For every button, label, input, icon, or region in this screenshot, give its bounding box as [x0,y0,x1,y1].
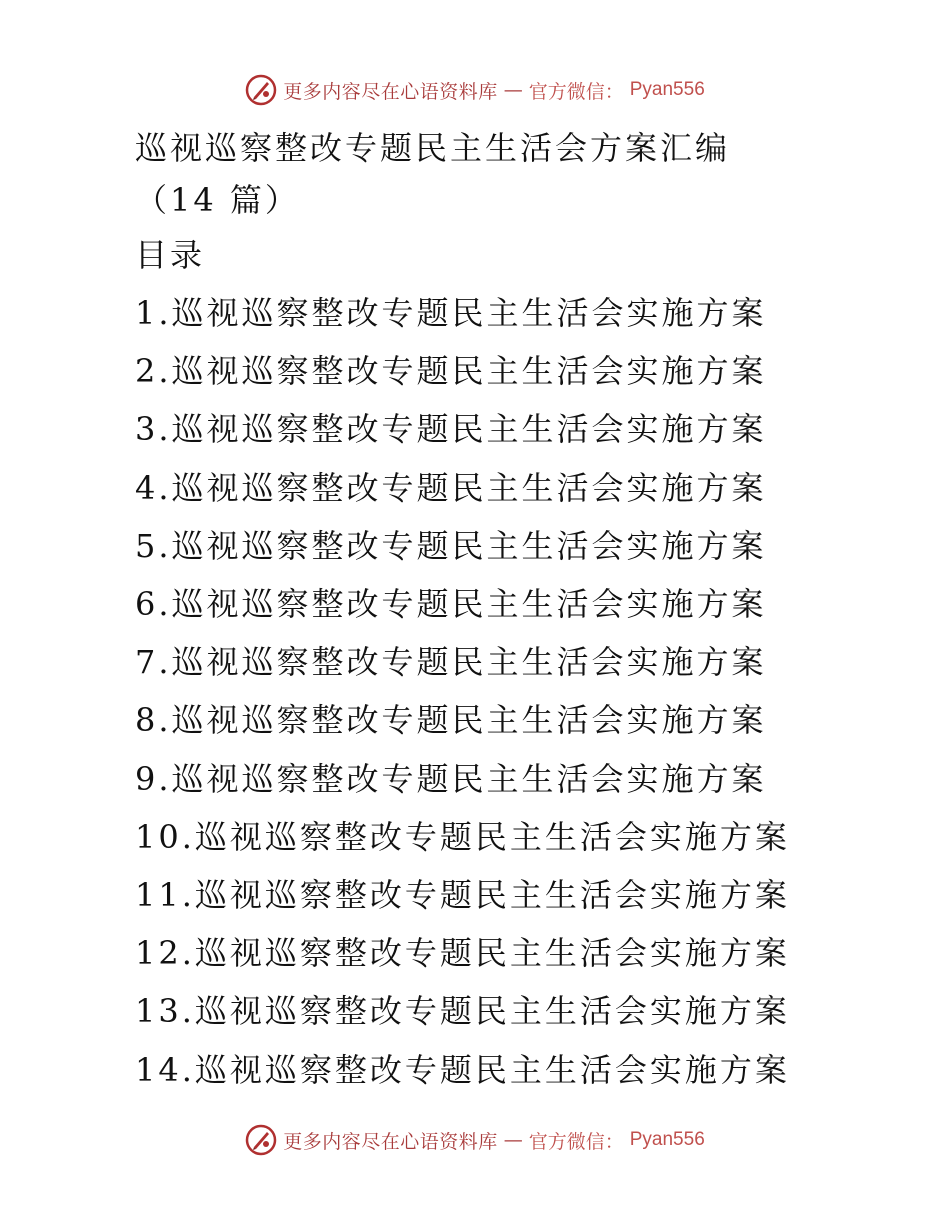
toc-item[interactable]: 7.巡视巡察整改专题民主生活会实施方案 [135,643,767,682]
banner-separator: — [503,1129,523,1151]
footer-banner [0,1120,950,1160]
banner-wechat-label: 官方微信： [528,80,624,103]
document-title-count: （14 篇） [135,181,300,219]
document-body [135,122,915,1099]
toc-list [135,284,915,1099]
toc-item[interactable]: 11.巡视巡察整改专题民主生活会实施方案 [135,876,790,915]
banner-wechat-id: Pyan556 [629,1129,705,1150]
banner-separator: — [503,79,523,101]
toc-item[interactable]: 8.巡视巡察整改专题民主生活会实施方案 [135,701,767,740]
banner-text: 更多内容尽在心语资料库 [283,80,498,103]
banner-wechat-id: Pyan556 [629,79,705,100]
toc-heading: 目录 [135,236,206,274]
toc-item[interactable]: 6.巡视巡察整改专题民主生活会实施方案 [135,585,767,624]
toc-item[interactable]: 13.巡视巡察整改专题民主生活会实施方案 [135,992,790,1031]
banner-wechat-label: 官方微信： [528,1130,624,1153]
document-title: 巡视巡察整改专题民主生活会方案汇编 [135,129,731,167]
toc-item[interactable]: 14.巡视巡察整改专题民主生活会实施方案 [135,1050,790,1089]
header-banner [0,70,950,110]
toc-item[interactable]: 2.巡视巡察整改专题民主生活会实施方案 [135,352,767,391]
banner-text: 更多内容尽在心语资料库 [283,1130,498,1153]
toc-item[interactable]: 12.巡视巡察整改专题民主生活会实施方案 [135,934,790,973]
toc-item[interactable]: 4.巡视巡察整改专题民主生活会实施方案 [135,468,767,507]
quill-logo-icon [245,74,277,106]
toc-item[interactable]: 5.巡视巡察整改专题民主生活会实施方案 [135,526,767,565]
quill-logo-icon [245,1124,277,1156]
toc-item[interactable]: 9.巡视巡察整改专题民主生活会实施方案 [135,759,767,798]
toc-item[interactable]: 3.巡视巡察整改专题民主生活会实施方案 [135,410,767,449]
toc-item[interactable]: 1.巡视巡察整改专题民主生活会实施方案 [135,294,767,332]
toc-item[interactable]: 10.巡视巡察整改专题民主生活会实施方案 [135,817,790,856]
